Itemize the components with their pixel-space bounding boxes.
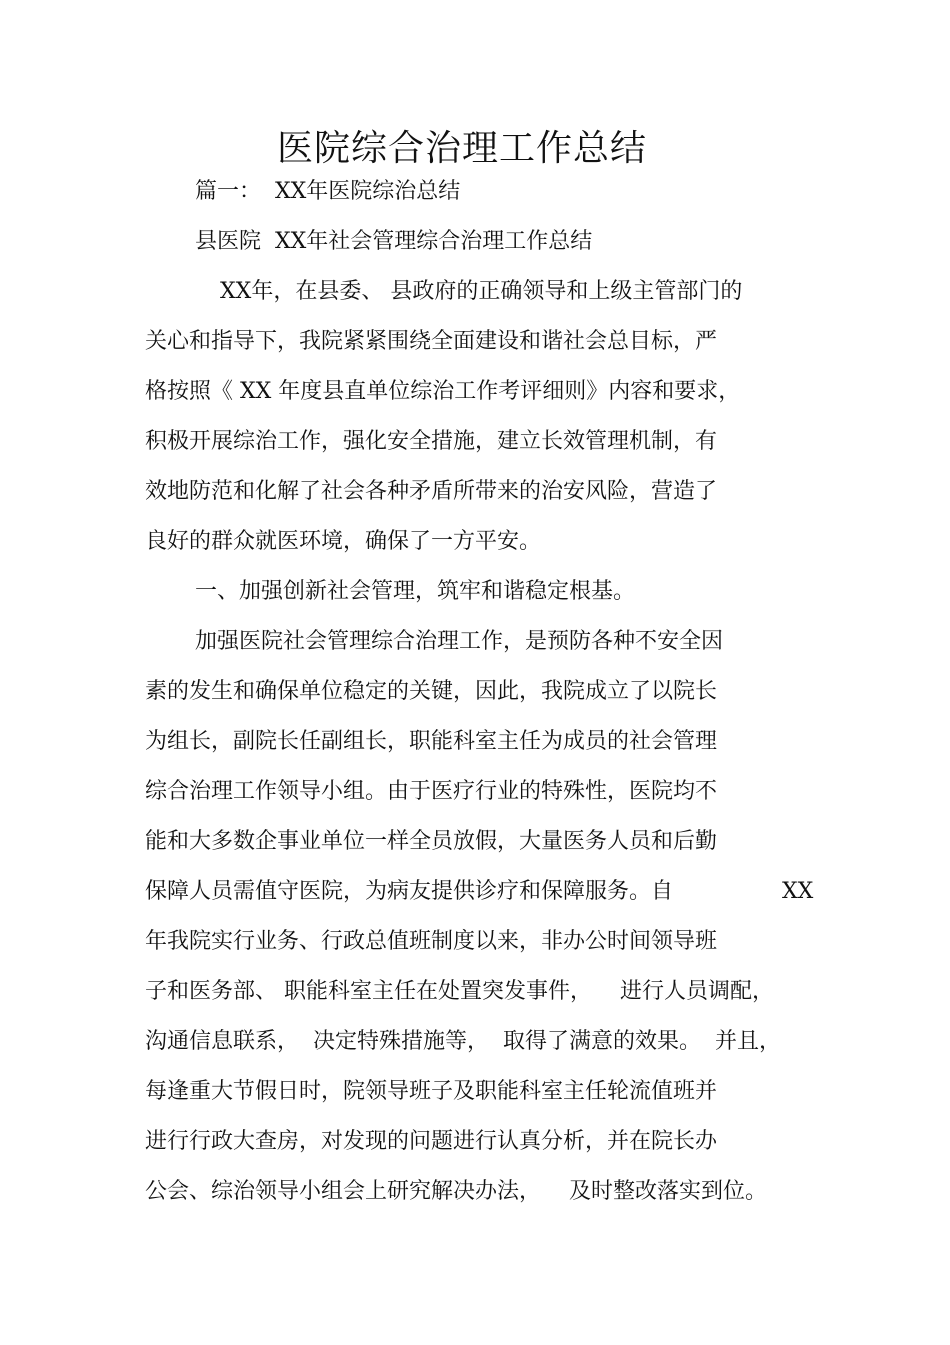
body-line: 能和大多数企事业单位一样全员放假，大量医务人员和后勤: [145, 829, 718, 854]
body-line-xx: XX: [782, 879, 814, 904]
body-line: 加强医院社会管理综合治理工作，是预防各种不安全因: [195, 629, 724, 654]
body-line: 子和医务部、 职能科室主任在处置突发事件， 进行人员调配，: [145, 979, 774, 1004]
subtitle-line: 篇一： XX年医院综治总结: [195, 179, 461, 204]
heading-line: 县医院 XX年社会管理综合治理工作总结: [195, 229, 593, 254]
body-line: 关心和指导下，我院紧紧围绕全面建设和谐社会总目标，严: [145, 329, 718, 354]
body-line: 每逢重大节假日时，院领导班子及职能科室主任轮流值班并: [145, 1079, 718, 1104]
body-line: 素的发生和确保单位稳定的关键，因此，我院成立了以院长: [145, 679, 718, 704]
body-line: 效地防范和化解了社会各种矛盾所带来的治安风险，营造了: [145, 479, 718, 504]
body-line: 综合治理工作领导小组。由于医疗行业的特殊性，医院均不: [145, 779, 718, 804]
body-line: 格按照《 XX 年度县直单位综治工作考评细则》内容和要求，: [145, 379, 741, 404]
body-line: 年我院实行业务、行政总值班制度以来，非办公时间领导班: [145, 929, 718, 954]
section-heading: 一、加强创新社会管理，筑牢和谐稳定根基。: [195, 579, 636, 604]
body-line: 公会、综治领导小组会上研究解决办法， 及时整改落实到位。: [145, 1179, 767, 1204]
body-line: 积极开展综治工作，强化安全措施，建立长效管理机制，有: [145, 429, 718, 454]
body-line: 良好的群众就医环境，确保了一方平安。: [145, 529, 542, 554]
body-line: 沟通信息联系， 决定特殊措施等， 取得了满意的效果。 并且，: [145, 1029, 781, 1054]
body-line: 为组长，副院长任副组长，职能科室主任为成员的社会管理: [145, 729, 718, 754]
body-line: 保障人员需值守医院，为病友提供诊疗和保障服务。自: [145, 879, 674, 904]
body-line: 进行行政大查房，对发现的问题进行认真分析，并在院长办: [145, 1129, 718, 1154]
body-line: XX年，在县委、 县政府的正确领导和上级主管部门的: [220, 279, 743, 304]
document-title: 医院综合治理工作总结: [276, 128, 647, 169]
